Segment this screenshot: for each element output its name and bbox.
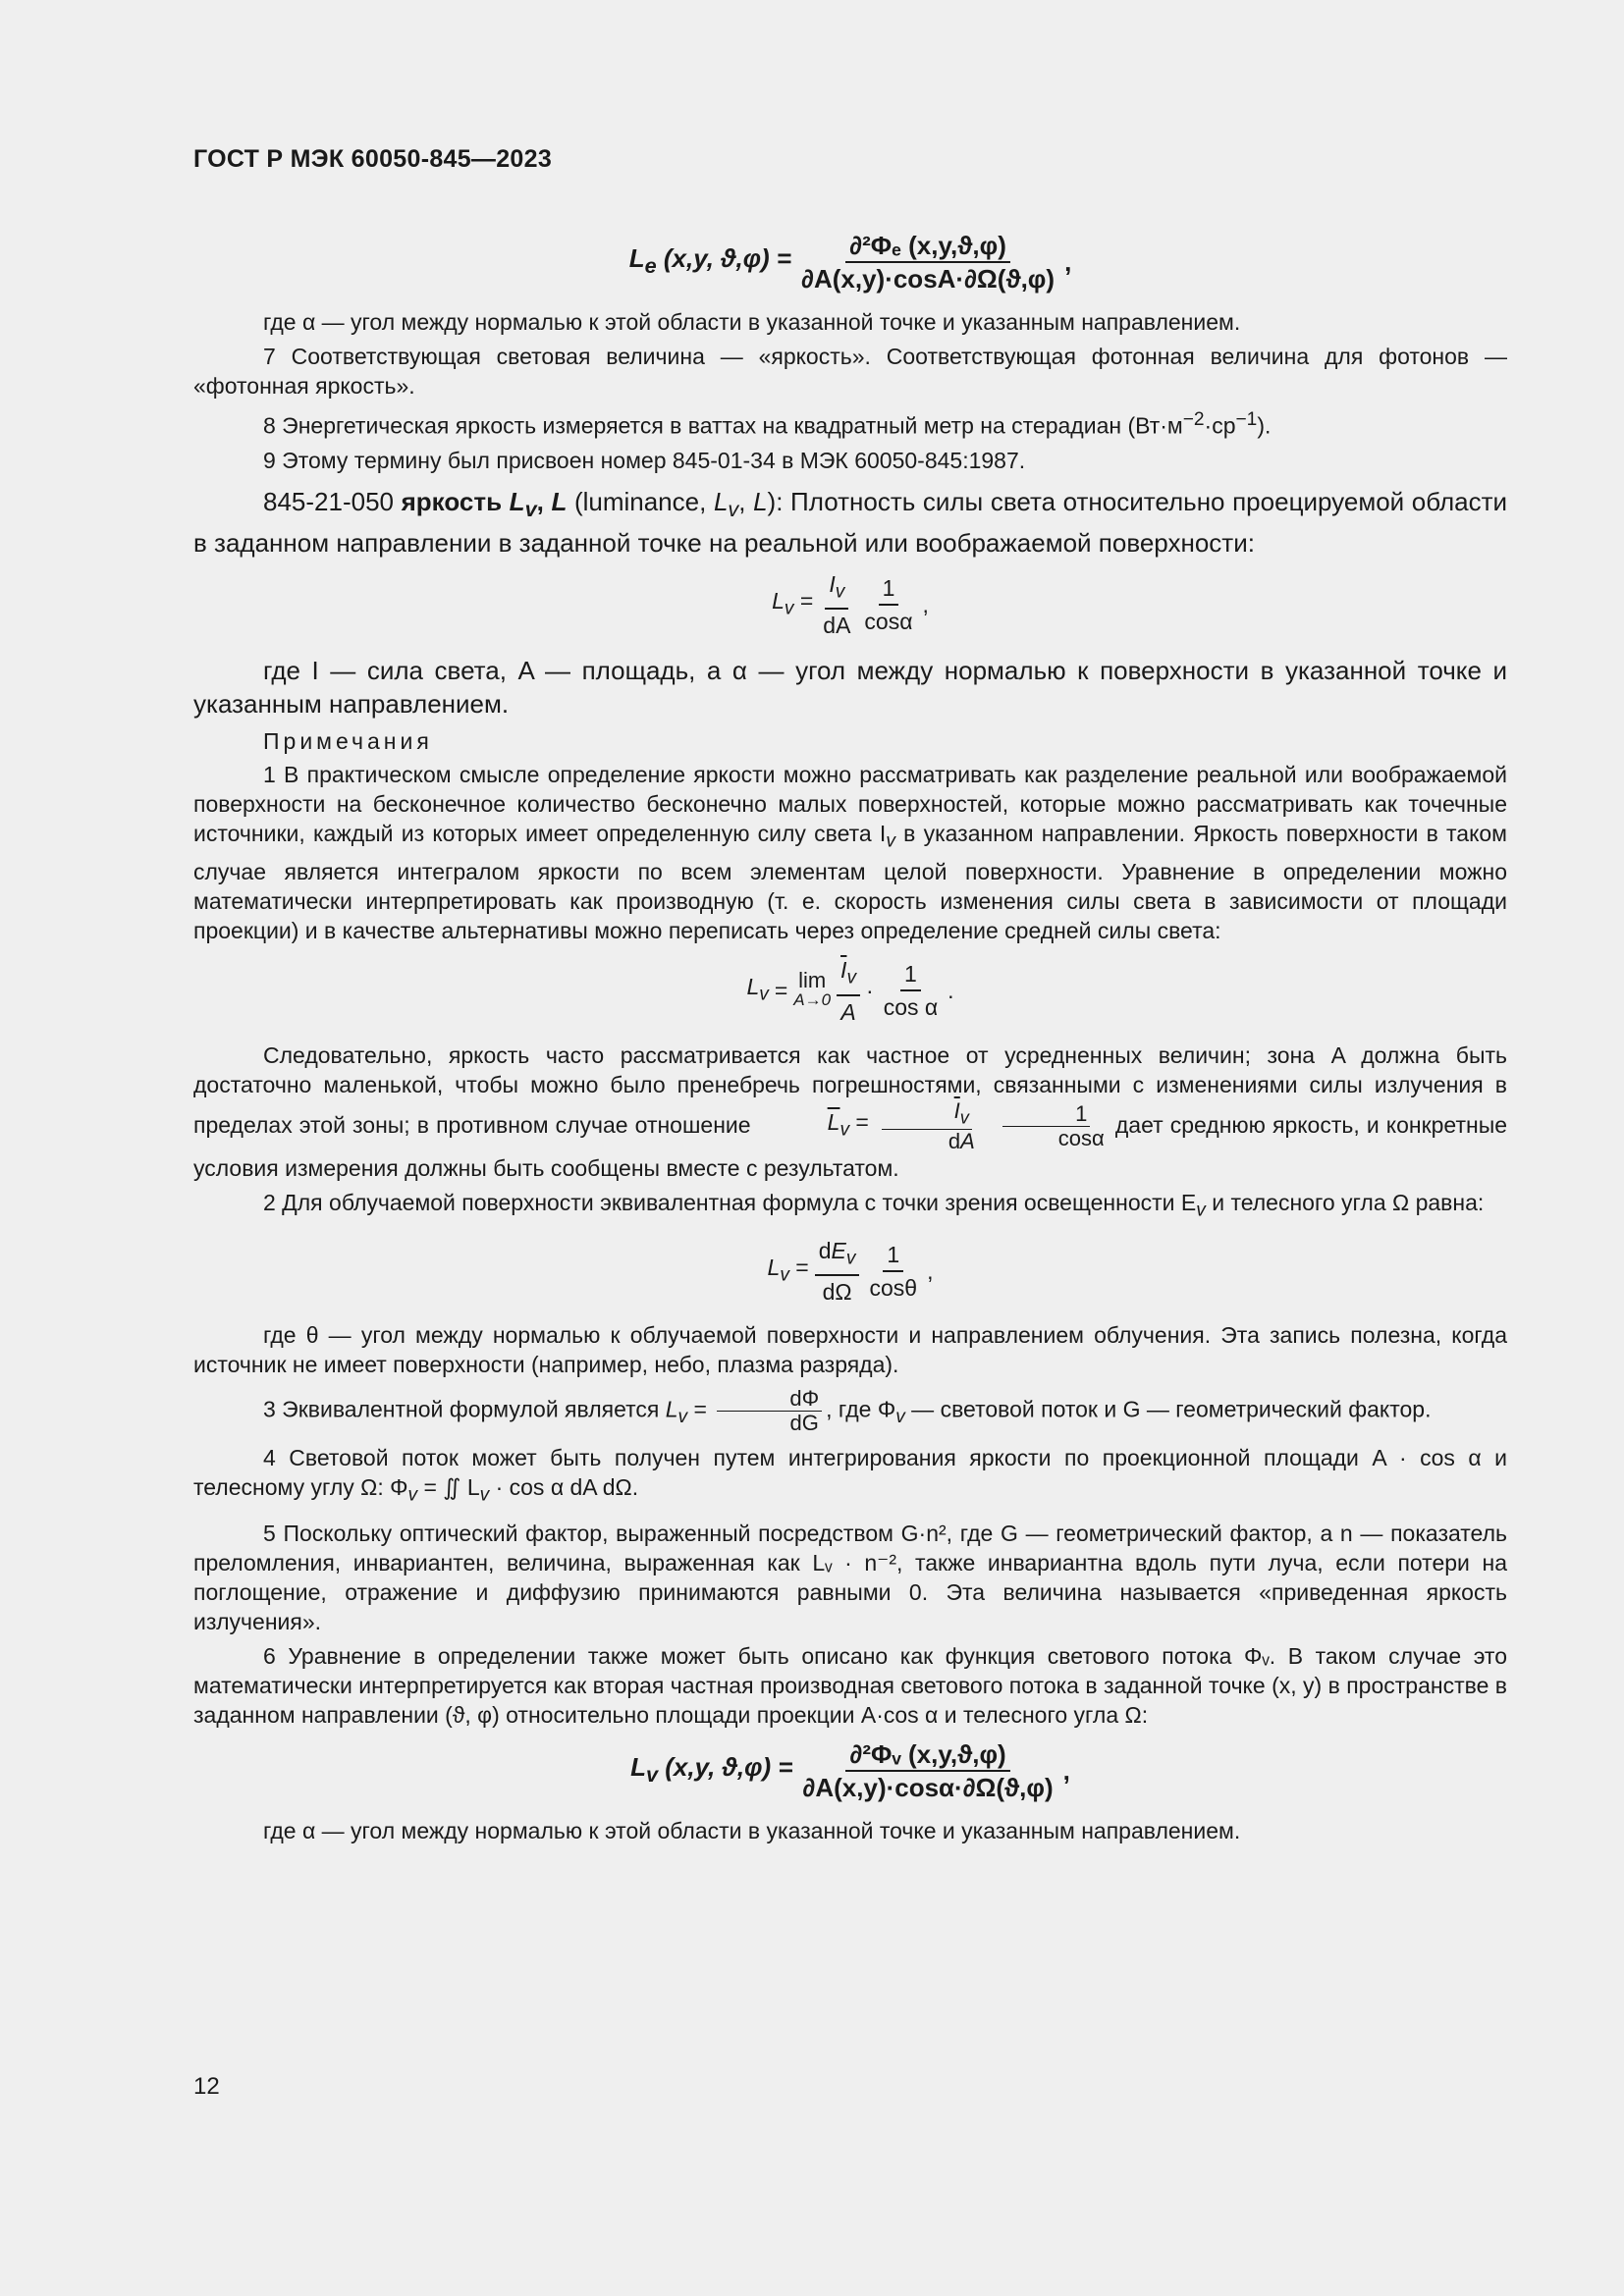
note-2: 2 Для облучаемой поверхности эквивалентная формула с точки зрения освещенности $E_v$ и телесного угла Ω равна: <box>263 1190 1485 1221</box>
note-3: 3 Эквивалентной формулой является $L_v$ = $\frac{d\Phi}{dG}$ , где $\Phi_v$ — световой поток и G — геометрический фактор. <box>263 1386 1432 1436</box>
paragraph-alpha: где α — угол между нормалью к этой области в указанной точке и указанным направлением. <box>263 309 1241 335</box>
formula-radiance-fraction: $\frac{\text{∂²Φₑ (x,y,ϑ,φ)}}{\partial A(x,y)\cdot\cos A\cdot\partial\Omega(ϑ,\varphi)}$ <box>801 231 1056 294</box>
note-8: 8 Энергетическая яркость измеряется в ваттах на квадратный метр на стерадиан $(Вт\cdot м^{-2}\cdot ср^{-1})$. <box>263 409 1272 439</box>
note-1: 1 В практическом смысле определение яркости можно рассматривать как разделение реальной или воображаемой поверхности на бесконечное количество бесконечно малых поверхностей, которые можно рассматривать как точечные источники, каждый из которых имеет определенную силу света $I_v$ в указанном направлении. Яркость поверхности в таком случае является интегралом яркости по всем элементам целой поверхности. Уравнение в определении можно математически интерпретировать как производную (т. е. скорость изменения силы света в зависимости от площади проекции) и в качестве альтернативы можно переписать через определение средней силы света: <box>193 762 1507 944</box>
note-5: 5 Поскольку оптический фактор, выраженный посредством G·n², где G — геометрический фактор, а n — показатель преломления, инвариантен, величина, выраженная как Lᵥ · n⁻², также инвариантна вдоль пути луча, если потери на поглощение, отражение и диффузию принимаются равными 0. Эта величина называется «приведенная яркость излучения». <box>193 1520 1507 1634</box>
note-4: 4 Световой поток может быть получен путем интегрирования яркости по проекционной площади A · cos α и телесному углу Ω: $\Phi_v$ = ∬ $L_v \cdot \cos \alpha$ dA dΩ. <box>193 1445 1507 1506</box>
note-7: 7 Соответствующая световая величина — «яркость». Соответствующая фотонная величина для фотонов — «фотонная яркость». <box>193 344 1507 399</box>
formula-limit: $L_v$ = lim A→0 $\frac{\overline{I}_v}{A}$ · $\frac{1}{\text{cos α}}$ . <box>746 957 954 1025</box>
paragraph-where-iv: где I — сила света, A — площадь, а α — угол между нормалью к поверхности в указанной точке и указанным направлением. <box>193 656 1507 720</box>
paragraph-theta: где θ — угол между нормалью к облучаемой поверхности и направлением облучения. Эта запись полезна, когда источник не имеет поверхности (например, небо, плазма разряда). <box>193 1322 1507 1378</box>
page-content <box>193 221 1507 1850</box>
formula-luminance: $L_v$ = $\frac{I_v}{dA}$ $\frac{1}{\cos\alpha}$ , <box>772 570 929 639</box>
notes-title: Примечания <box>263 728 433 755</box>
page-number: 12 <box>193 2073 220 2100</box>
formula-luminance-flux: $L_v$ (x,y, ϑ,φ) = $\frac{\text{∂²Φᵥ (x,y,ϑ,φ)}}{\partial A(x,y)\cdot\cos\alpha\cdot\partial\Omega(ϑ,\varphi)}$ , <box>630 1738 1070 1802</box>
document-header: ГОСТ Р МЭК 60050-845—2023 <box>193 145 553 173</box>
paragraph-therefore: Следовательно, яркость часто рассматривается как частное от усредненных величин; зона A должна быть достаточно маленькой, чтобы можно было пренебречь погрешностями, связанными с изменениями силы излучения в пределах этой зоны; в противном случае отношение $\overline{L}_v$ = $\frac{\overline{I}_v}{dA}$ $\frac{1}{\cos\alpha}$ дает среднюю яркость, и конкретные условия измерения должны быть сообщены вместе с результатом. <box>193 1041 1508 1182</box>
formula-radiance: $L_e$ (x,y, ϑ,φ) = $\frac{\text{∂²Φₑ (x,y,ϑ,φ)}}{\partial A(x,y)\cdot\cos A\cdot\partial\Omega(ϑ,\varphi)}$ , <box>628 231 1072 294</box>
term-definition: 845-21-050 яркость $L_v$, L (luminance, $L_v$, L): Плотность силы света относительно проецируемой области в заданном направлении в заданной точке на реальной или воображаемой поверхности: <box>193 486 1508 558</box>
note-9: 9 Этому термину был присвоен номер 845-01-34 в МЭК 60050-845:1987. <box>263 447 1026 473</box>
paragraph-alpha-2: где α — угол между нормалью к этой области в указанной точке и указанным направлением. <box>263 1817 1241 1843</box>
note-6: 6 Уравнение в определении также может быть описано как функция светового потока Φᵥ. В таком случае это математически интерпретируется как вторая частная производная светового потока в заданной точке (x, y) в пространстве в заданном направлении (ϑ, φ) относительно площади проекции A·cos α и телесного угла Ω: <box>193 1642 1507 1728</box>
formula-illuminance: $L_v$ = $\frac{dE_v}{d\Omega}$ $\frac{1}{\cos\theta}$ , <box>767 1237 934 1306</box>
